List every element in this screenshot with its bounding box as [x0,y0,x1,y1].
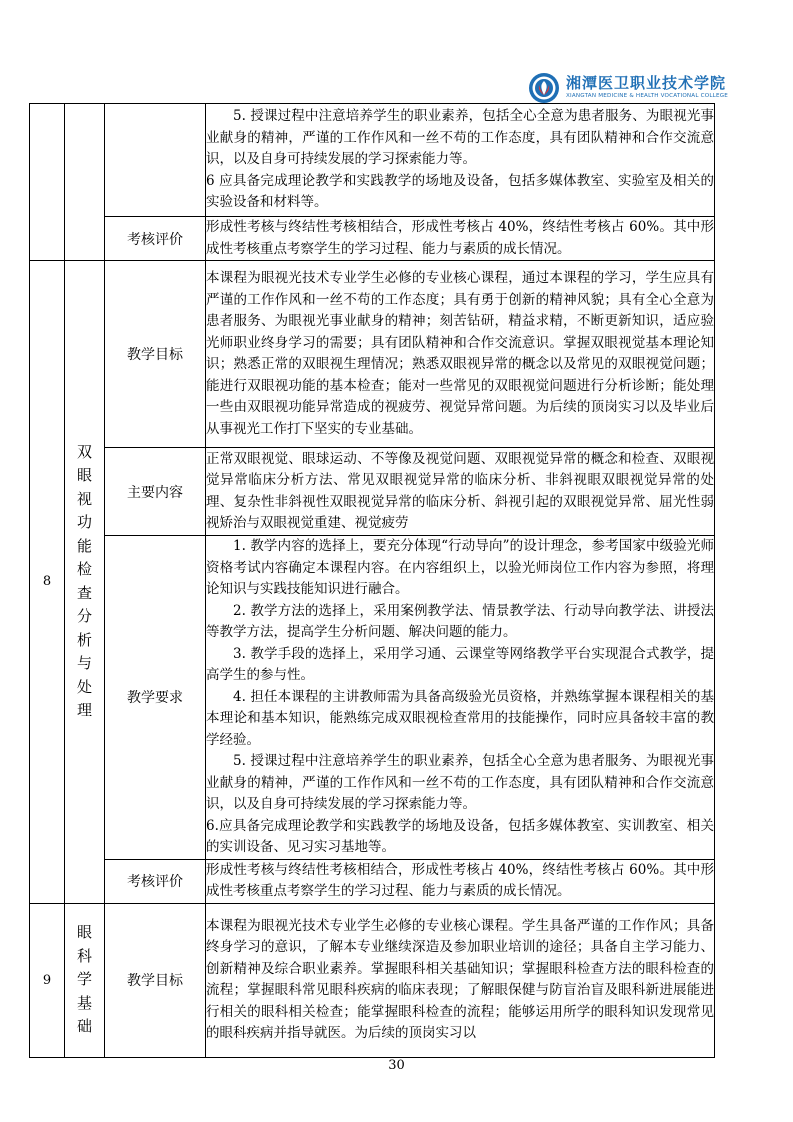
course-name-char: 视 [76,489,92,508]
requirement-paragraph: 6.应具备完成理论教学和实践教学的场地及设备，包括多媒体教室、实训教室、相关的实训设备、见习实习基地等。 [206,817,714,855]
course-name-char: 处 [76,677,92,696]
content-label: 主要内容 [105,448,206,536]
school-name-cn: 湘潭医卫职业技术学院 [566,74,727,92]
requirements-cell [206,536,715,860]
table-row [30,903,715,1057]
continued-name-cell [65,104,105,261]
content-text: 正常双眼视觉、眼球运动、不等像及视觉问题、双眼视觉异常的概念和检查、双眼视觉异常临床分析方法、常见双眼视觉异常的临床分析、非斜视眼双眼视觉异常的处理、复杂性非斜视性双眼视觉异常的临床分析、斜视引起的双眼视觉异常、屈光性弱视矫治与双眼视觉重建、视觉疲劳 [206,448,715,536]
course-name-char: 能 [76,536,92,555]
table-row [30,261,715,448]
course-name-char: 析 [76,630,92,649]
course-name-char: 与 [76,654,92,673]
requirements-label: 教学要求 [105,536,206,860]
course-name-char: 眼 [76,923,92,942]
goal-text: 本课程为眼视光技术专业学生必修的专业核心课程，通过本课程的学习，学生应具有严谨的工作作风和一丝不苟的工作态度；具有勇于创新的精神风貌；具有全心全意为患者服务、为眼视光事业献身的精神；刻苦钻研，精益求精，不断更新知识，适应验光师职业终身学习的需要；具有团队精神和合作交流意识。掌握双眼视觉基本理论知识；熟悉正常的双眼视生理情况；熟悉双眼视异常的概念以及常见的双眼视觉问题；能进行双眼视功能的基本检查；能对一些常见的双眼视觉问题进行分析诊断；能处理一些由双眼视功能异常造成的视疲劳、视觉异常问题。为后续的顶岗实习以及毕业后从事视光工作打下坚实的专业基础。 [206,261,715,448]
requirement-paragraph: 4. 担任本课程的主讲教师需为具备高级验光员资格，并熟练掌握本课程相关的基本理论和基本知识，能熟练完成双眼视检查常用的技能操作，同时应具备较丰富的教学经验。 [206,688,714,748]
table-row [30,448,715,536]
continued-number-cell [30,104,65,261]
goal-text: 本课程为眼视光技术专业学生必修的专业核心课程。学生具备严谨的工作作风；具备终身学习的意识，了解本专业继续深造及参加职业培训的途径；具备自主学习能力、创新精神及综合职业素养。掌握眼科相关基础知识；掌握眼科检查方法的眼科检查的流程；掌握眼科常见眼科疾病的临床表现；了解眼保健与防盲治盲及眼科新进展能进行相关的眼科相关检查；能掌握眼科检查的流程；能够运用所学的眼科知识发现常见的眼科疾病并指导就医。为后续的顶岗实习以 [206,903,715,1057]
table-row [30,859,715,903]
page-number: 30 [388,1058,405,1073]
course-name-char: 基 [76,993,92,1012]
eval-text: 形成性考核与终结性考核相结合，形成性考核占 40%，终结性考核占 60%。其中形成性考核重点考察学生的学习过程、能力与素质的成长情况。 [206,217,715,261]
table-row [30,104,715,217]
continued-requirements-cell [206,104,715,217]
course-name-char: 学 [76,970,92,989]
course-name-char: 查 [76,583,92,602]
table-row [30,536,715,860]
eval-label: 考核评价 [105,217,206,261]
curriculum-table [29,103,715,1058]
school-emblem-icon [528,72,560,104]
eval-label: 考核评价 [105,859,206,903]
course-name [65,261,105,904]
goal-label: 教学目标 [105,261,206,448]
course-name-char: 眼 [76,466,92,485]
requirement-paragraph: 2. 教学方法的选择上，采用案例教学法、情景教学法、行动导向教学法、讲授法等教学方法，提高学生分析问题、解决问题的能力。 [206,602,714,640]
course-number: 8 [30,261,65,904]
course-name-char: 检 [76,560,92,579]
course-name [65,903,105,1057]
requirement-paragraph: 3. 教学手段的选择上，采用学习通、云课堂等网络教学平台实现混合式教学，提高学生的参与性。 [206,645,714,683]
course-name-char: 础 [76,1017,92,1036]
course-name-char: 分 [76,607,92,626]
continued-label-cell [105,104,206,217]
course-name-char: 双 [76,442,92,461]
goal-label: 教学目标 [105,903,206,1057]
table-row [30,217,715,261]
course-name-char: 科 [76,946,92,965]
school-name-en: XIANGTAN MEDICINE & HEALTH VOCATIONAL COLLEGE [566,93,728,99]
requirement-paragraph: 5. 授课过程中注意培养学生的职业素养，包括全心全意为患者服务、为眼视光事业献身的精神，严谨的工作作风和一丝不苟的工作态度，具有团队精神和合作交流意识，以及自身可持续发展的学习探索能力等。 [206,753,714,812]
requirement-paragraph: 6 应具备完成理论教学和实践教学的场地及设备，包括多媒体教室、实验室及相关的实验设备和材料等。 [206,172,714,211]
eval-text: 形成性考核与终结性考核相结合，形成性考核占 40%，终结性考核占 60%。其中形成性考核重点考察学生的学习过程、能力与素质的成长情况。 [206,859,715,903]
course-number: 9 [30,903,65,1057]
requirement-paragraph: 1. 教学内容的选择上，要充分体现“行动导向”的设计理念，参考国家中级验光师资格考试内容确定本课程内容。在内容组织上，以验光师岗位工作内容为参照，将理论知识与实践技能知识进行融合。 [206,538,714,597]
course-name-char: 理 [76,701,92,720]
requirement-paragraph: 5. 授课过程中注意培养学生的职业素养，包括全心全意为患者服务、为眼视光事业献身的精神，严谨的工作作风和一丝不苟的工作态度，具有团队精神和合作交流意识，以及自身可持续发展的学习探索能力等。 [206,108,714,168]
course-name-char: 功 [76,513,92,532]
